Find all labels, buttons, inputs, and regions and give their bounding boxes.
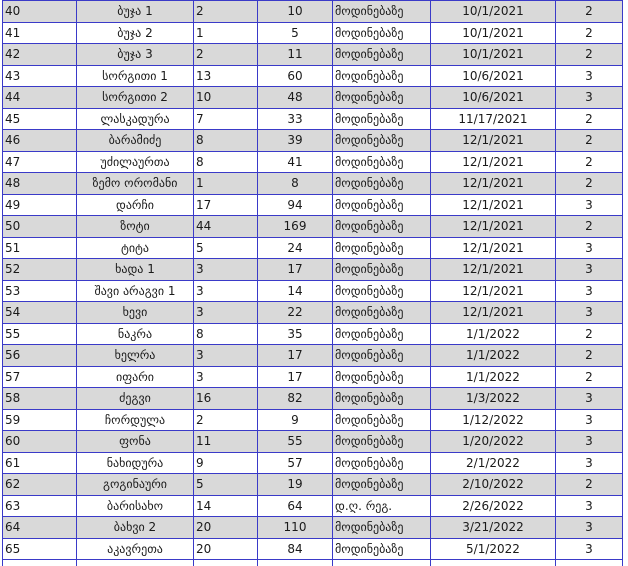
cell-value-a[interactable]: 14 (194, 495, 258, 517)
cell-site-name[interactable]: ხელრა (77, 345, 194, 367)
cell-date[interactable]: 10/6/2021 (431, 65, 556, 87)
cell-value-a[interactable]: 2 (194, 409, 258, 431)
table-row (3, 517, 623, 539)
cell-class[interactable]: 2 (556, 22, 623, 44)
cell-value-a[interactable]: 10 (194, 87, 258, 109)
cell-date[interactable]: 12/1/2021 (431, 280, 556, 302)
cell-status[interactable]: მოდინებაზე (333, 474, 431, 496)
cell-row-number[interactable]: 63 (3, 495, 77, 517)
cell-site-name[interactable]: ზემო ორომანი (77, 173, 194, 195)
cell-class[interactable]: 2 (556, 345, 623, 367)
cell-status[interactable]: მოდინებაზე (333, 409, 431, 431)
cell-site-name[interactable]: აკავრეთა (77, 538, 194, 560)
cell-row-number[interactable]: 45 (3, 108, 77, 130)
cell-row-number[interactable]: 56 (3, 345, 77, 367)
table-row (3, 302, 623, 324)
table-row (3, 259, 623, 281)
cell-class[interactable]: 3 (556, 431, 623, 453)
cell-value-b[interactable]: 60 (258, 65, 333, 87)
table-row (3, 474, 623, 496)
table-row (3, 130, 623, 152)
cell-row-number[interactable]: 57 (3, 366, 77, 388)
cell-value-a[interactable]: 17 (194, 194, 258, 216)
cell-value-b[interactable]: 5 (258, 22, 333, 44)
cell-row-number[interactable]: 50 (3, 216, 77, 238)
table-row (3, 237, 623, 259)
cell-status[interactable]: მოდინებაზე (333, 431, 431, 453)
table-row (3, 388, 623, 410)
cell-date[interactable]: 12/1/2021 (431, 237, 556, 259)
cell-value-a[interactable]: 13 (194, 65, 258, 87)
cell-site-name[interactable]: გოგინაური (77, 474, 194, 496)
cell-status[interactable]: მოდინებაზე (333, 151, 431, 173)
cell-date[interactable]: 10/1/2021 (431, 22, 556, 44)
table-row (3, 44, 623, 66)
cell-value-a[interactable]: 5 (194, 474, 258, 496)
spreadsheet-page (2, 0, 626, 545)
cell-class[interactable]: 2 (556, 366, 623, 388)
cell-value-a[interactable]: 2 (194, 44, 258, 66)
cell-class[interactable]: 2 (556, 151, 623, 173)
cell-class[interactable]: 2 (556, 108, 623, 130)
cell-date[interactable]: 2/26/2022 (431, 495, 556, 517)
cell-value-b[interactable]: 48 (258, 87, 333, 109)
table-row (3, 194, 623, 216)
table-row (3, 409, 623, 431)
cell-status[interactable]: მოდინებაზე (333, 388, 431, 410)
table-row (3, 366, 623, 388)
cell-status[interactable]: მოდინებაზე (333, 1, 431, 23)
cell-row-number[interactable]: 62 (3, 474, 77, 496)
cell-value-a[interactable]: 3 (194, 345, 258, 367)
cell-site-name[interactable]: ბახვი 2 (77, 517, 194, 539)
cell-row-number[interactable]: 61 (3, 452, 77, 474)
cell-status[interactable]: მოდინებაზე (333, 280, 431, 302)
cell-value-b[interactable]: 11 (258, 44, 333, 66)
cell-row-number[interactable]: 40 (3, 1, 77, 23)
cell-value-a[interactable]: 2 (194, 1, 258, 23)
cell-value-a[interactable]: 3 (194, 366, 258, 388)
cell-status[interactable]: მოდინებაზე (333, 65, 431, 87)
cell-date[interactable]: 12/1/2021 (431, 302, 556, 324)
cell-value-b[interactable]: 82 (258, 388, 333, 410)
cell-value-b[interactable]: 17 (258, 366, 333, 388)
cell-class[interactable]: 2 (556, 323, 623, 345)
cell-date[interactable]: 3/21/2022 (431, 517, 556, 539)
cell-site-name[interactable]: დარჩი (77, 194, 194, 216)
cell-value-a[interactable]: 8 (194, 151, 258, 173)
table-row (3, 65, 623, 87)
cell-status[interactable]: მოდინებაზე (333, 108, 431, 130)
cell-value-b[interactable]: 35 (258, 323, 333, 345)
cell-row-number[interactable]: 42 (3, 44, 77, 66)
cell-row-number[interactable]: 53 (3, 280, 77, 302)
cell-site-name[interactable]: ხადა 1 (77, 259, 194, 281)
cell-value-b[interactable]: 9 (258, 409, 333, 431)
table-row (3, 151, 623, 173)
cell-class[interactable]: 2 (556, 130, 623, 152)
cell-row-number[interactable]: 49 (3, 194, 77, 216)
cell-date[interactable]: 12/1/2021 (431, 130, 556, 152)
cell-date[interactable]: 12/1/2021 (431, 151, 556, 173)
cell-date[interactable]: 1/1/2022 (431, 323, 556, 345)
cell-site-name[interactable]: უძილაურთა (77, 151, 194, 173)
cell-status[interactable]: მოდინებაზე (333, 173, 431, 195)
table-row (3, 345, 623, 367)
cell-row-number[interactable]: 46 (3, 130, 77, 152)
cell-site-name[interactable]: ბარისახო (77, 495, 194, 517)
cell-status[interactable]: დ.ღ. რეგ. (333, 495, 431, 517)
cell-value-a[interactable]: 3 (194, 302, 258, 324)
cell-row-number[interactable]: 51 (3, 237, 77, 259)
cell-site-name[interactable]: ხევი (77, 302, 194, 324)
cell-value-a[interactable]: 16 (194, 388, 258, 410)
cell-value-b[interactable]: 169 (258, 216, 333, 238)
data-table (2, 0, 623, 566)
cell-value-a[interactable]: 9 (194, 452, 258, 474)
cell-status[interactable]: მოდინებაზე (333, 216, 431, 238)
table-row (3, 495, 623, 517)
cell-value-a[interactable]: 20 (194, 517, 258, 539)
cell-date[interactable]: 12/1/2021 (431, 216, 556, 238)
cell-site-name[interactable]: ჩორდულა (77, 409, 194, 431)
cell-value-a[interactable]: 3 (194, 259, 258, 281)
cell-value-b[interactable]: 84 (258, 538, 333, 560)
cell-site-name[interactable]: სორგითი 2 (77, 87, 194, 109)
cell-class[interactable]: 3 (556, 237, 623, 259)
cell-date[interactable]: 1/12/2022 (431, 409, 556, 431)
table-row (3, 216, 623, 238)
cell-status[interactable]: მოდინებაზე (333, 87, 431, 109)
cell-value-b[interactable]: 39 (258, 130, 333, 152)
cell-status[interactable]: მოდინებაზე (333, 22, 431, 44)
cell-status[interactable]: მოდინებაზე (333, 44, 431, 66)
cell-row-number[interactable]: 65 (3, 538, 77, 560)
cell-date[interactable]: 5/1/2022 (431, 538, 556, 560)
cell-date[interactable]: 1/1/2022 (431, 345, 556, 367)
cell-class[interactable]: 2 (556, 474, 623, 496)
cell-date[interactable]: 2/10/2022 (431, 474, 556, 496)
cell-row-number[interactable]: 58 (3, 388, 77, 410)
cell-value-b[interactable]: 8 (258, 173, 333, 195)
cell-class[interactable]: 3 (556, 452, 623, 474)
cell-row-number[interactable]: 64 (3, 517, 77, 539)
cell-value-b[interactable]: 41 (258, 151, 333, 173)
cell-value-b[interactable]: 19 (258, 474, 333, 496)
cell-site-name[interactable]: ნაკრა (77, 323, 194, 345)
table-row (3, 1, 623, 23)
cell-class[interactable]: 3 (556, 302, 623, 324)
cell-status[interactable]: მოდინებაზე (333, 517, 431, 539)
cell-status[interactable]: მოდინებაზე (333, 237, 431, 259)
table-row (3, 22, 623, 44)
cell-value-a[interactable]: 44 (194, 216, 258, 238)
cell-class[interactable]: 3 (556, 65, 623, 87)
cell-date[interactable]: 12/1/2021 (431, 194, 556, 216)
cell-value-b[interactable]: 33 (258, 108, 333, 130)
cell-value-b[interactable]: 110 (258, 517, 333, 539)
cell-class[interactable]: 3 (556, 495, 623, 517)
table-row (3, 452, 623, 474)
cell-class[interactable]: 3 (556, 194, 623, 216)
cell-status[interactable]: მოდინებაზე (333, 538, 431, 560)
cell-row-number[interactable]: 44 (3, 87, 77, 109)
cell-value-b[interactable]: 17 (258, 259, 333, 281)
cell-row-number[interactable]: 55 (3, 323, 77, 345)
cell-class[interactable]: 3 (556, 259, 623, 281)
cell-site-name[interactable]: ზოტი (77, 216, 194, 238)
cell-date[interactable]: 1/3/2022 (431, 388, 556, 410)
cell-value-b[interactable]: 14 (258, 280, 333, 302)
cell-class[interactable]: 3 (556, 538, 623, 560)
cell-date[interactable]: 1/1/2022 (431, 366, 556, 388)
cell-row-number[interactable]: 60 (3, 431, 77, 453)
cell-status[interactable]: მოდინებაზე (333, 259, 431, 281)
cell-class[interactable]: 2 (556, 173, 623, 195)
cell-value-b[interactable]: 57 (258, 452, 333, 474)
cell-value-b[interactable]: 17 (258, 345, 333, 367)
table-row (3, 280, 623, 302)
table-body (3, 1, 623, 566)
cell-date[interactable]: 2/1/2022 (431, 452, 556, 474)
cell-status[interactable]: მოდინებაზე (333, 194, 431, 216)
cell-value-a[interactable]: 7 (194, 108, 258, 130)
cell-site-name[interactable]: ტიტა (77, 237, 194, 259)
cell-class[interactable]: 2 (556, 216, 623, 238)
cell-row-number[interactable]: 52 (3, 259, 77, 281)
cell-site-name[interactable]: ძეგვი (77, 388, 194, 410)
cell-site-name[interactable]: ბარამიძე (77, 130, 194, 152)
cell-class[interactable]: 2 (556, 1, 623, 23)
cell-status[interactable]: მოდინებაზე (333, 323, 431, 345)
cell-site-name[interactable]: ფონა (77, 431, 194, 453)
table-row (3, 108, 623, 130)
cell-class[interactable]: 3 (556, 280, 623, 302)
cell-value-a[interactable]: 1 (194, 173, 258, 195)
cell-class[interactable]: 2 (556, 44, 623, 66)
table-row (3, 538, 623, 560)
cell-value-b[interactable]: 64 (258, 495, 333, 517)
cell-date[interactable]: 12/1/2021 (431, 173, 556, 195)
cell-row-number[interactable]: 48 (3, 173, 77, 195)
cell-value-a[interactable]: 20 (194, 538, 258, 560)
table-row (3, 323, 623, 345)
cell-date[interactable]: 10/6/2021 (431, 87, 556, 109)
cell-row-number[interactable]: 41 (3, 22, 77, 44)
cell-value-a[interactable]: 8 (194, 130, 258, 152)
cell-status[interactable]: მოდინებაზე (333, 366, 431, 388)
cell-row-number[interactable]: 43 (3, 65, 77, 87)
cell-date[interactable]: 10/1/2021 (431, 1, 556, 23)
cell-site-name[interactable]: ბუჯა 2 (77, 22, 194, 44)
table-row (3, 173, 623, 195)
cell-date[interactable]: 1/20/2022 (431, 431, 556, 453)
table-row-partial (3, 560, 623, 566)
cell-row-number[interactable]: 54 (3, 302, 77, 324)
cell-value-a[interactable]: 3 (194, 280, 258, 302)
cell-value-b[interactable]: 55 (258, 431, 333, 453)
cell-value-a[interactable]: 8 (194, 323, 258, 345)
cell-row-number[interactable]: 59 (3, 409, 77, 431)
cell-row-number[interactable]: 47 (3, 151, 77, 173)
cell-site-name[interactable]: სორგითი 1 (77, 65, 194, 87)
cell-value-a[interactable]: 11 (194, 431, 258, 453)
cell-status[interactable]: მოდინებაზე (333, 452, 431, 474)
cell-site-name[interactable]: ლასკადურა (77, 108, 194, 130)
cell-date[interactable]: 12/1/2021 (431, 259, 556, 281)
cell-value-b[interactable]: 94 (258, 194, 333, 216)
cell-value-b[interactable]: 10 (258, 1, 333, 23)
table-row (3, 431, 623, 453)
cell-value-b[interactable]: 24 (258, 237, 333, 259)
cell-status[interactable]: მოდინებაზე (333, 302, 431, 324)
cell-value-a[interactable]: 5 (194, 237, 258, 259)
cell-class[interactable]: 3 (556, 517, 623, 539)
cell-site-name[interactable]: ბუჯა 3 (77, 44, 194, 66)
cell-status[interactable]: მოდინებაზე (333, 130, 431, 152)
table-row (3, 87, 623, 109)
cell-status[interactable]: მოდინებაზე (333, 345, 431, 367)
cell-value-b[interactable]: 22 (258, 302, 333, 324)
cell-class[interactable]: 3 (556, 409, 623, 431)
cell-site-name[interactable]: ბუჯა 1 (77, 1, 194, 23)
cell-site-name[interactable]: იფარი (77, 366, 194, 388)
cell-value-a[interactable]: 1 (194, 22, 258, 44)
cell-site-name[interactable]: ნახიდურა (77, 452, 194, 474)
cell-class[interactable]: 3 (556, 388, 623, 410)
cell-date[interactable]: 11/17/2021 (431, 108, 556, 130)
cell-class[interactable]: 3 (556, 87, 623, 109)
cell-site-name[interactable]: შავი არაგვი 1 (77, 280, 194, 302)
cell-date[interactable]: 10/1/2021 (431, 44, 556, 66)
